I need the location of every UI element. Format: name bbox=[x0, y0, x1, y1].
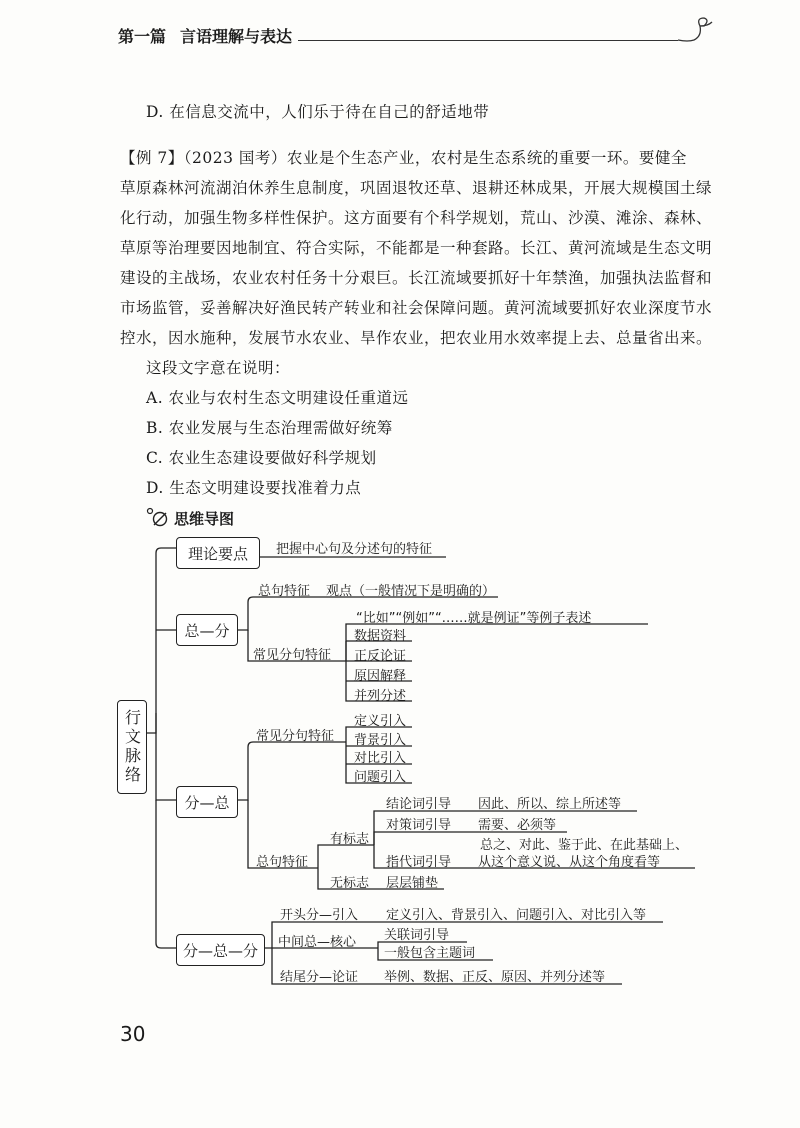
zong-fen-item-3: 原因解释 bbox=[354, 669, 407, 684]
option-a: A. 农业与农村生态文明建设任重道远 bbox=[146, 389, 409, 407]
chapter-title: 言语理解与表达 bbox=[180, 27, 293, 46]
fen-zong-item-3: 问题引入 bbox=[354, 770, 407, 785]
example-line-3: 草原等治理要因地制宜、符合实际，不能都是一种套路。长江、黄河流域是生态文明 bbox=[120, 239, 713, 257]
example-line-0: 农业是个生态产业，农村是生态系统的重要一环。要健全 bbox=[286, 149, 687, 167]
question-stem: 这段文字意在说明： bbox=[146, 359, 291, 377]
root-label: 行文脉络 bbox=[122, 709, 142, 785]
marker-conclusion-label: 结论词引导 bbox=[386, 797, 452, 812]
zong-fen-box: 总—分 bbox=[176, 614, 238, 646]
zong-fen-zongju-desc: 观点（一般情况下是明确的） bbox=[326, 584, 496, 599]
example-line-2: 化行动，加强生物多样性保护。这方面要有个科学规划，荒山、沙漠、滩涂、森林、 bbox=[120, 209, 713, 227]
start-label: 开头分—引入 bbox=[280, 908, 359, 923]
mid-item-0: 关联词引导 bbox=[384, 928, 450, 943]
example-line-1: 草原森林河流湖泊休养生息制度，巩固退牧还草、退耕还林成果，开展大规模国土绿 bbox=[120, 179, 713, 197]
example-line-4: 建设的主战场，农业农村任务十分艰巨。长江流域要抓好十年禁渔，加强执法监督和 bbox=[120, 269, 713, 287]
example-source: （2023 国考） bbox=[183, 149, 287, 167]
zong-fen-item-0: “比如”“例如”“……就是例证”等例子表述 bbox=[356, 611, 592, 626]
start-desc: 定义引入、背景引入、问题引入、对比引入等 bbox=[386, 908, 647, 923]
page-number: 30 bbox=[120, 1022, 146, 1046]
fen-zong-box: 分—总 bbox=[176, 786, 238, 818]
theory-desc: 把握中心句及分述句的特征 bbox=[276, 542, 433, 557]
zong-fen-item-1: 数据资料 bbox=[354, 629, 407, 644]
fen-zong-fen-box: 分—总—分 bbox=[176, 934, 265, 966]
chapter-label: 第一篇 bbox=[118, 27, 167, 46]
fen-zong-item-2: 对比引入 bbox=[354, 751, 407, 766]
mindmap-title: 思维导图 bbox=[174, 510, 235, 528]
you-biaozhi-label: 有标志 bbox=[330, 832, 370, 847]
option-d: D. 生态文明建设要找准着力点 bbox=[146, 479, 362, 497]
zong-fen-item-2: 正反论证 bbox=[354, 649, 407, 664]
fen-zong-zongju-label: 总句特征 bbox=[256, 855, 309, 870]
zong-fen-fenju-label: 常见分句特征 bbox=[253, 648, 332, 663]
marker-pronoun-label: 指代词引导 bbox=[386, 855, 452, 870]
fen-zong-item-0: 定义引入 bbox=[354, 714, 407, 729]
end-desc: 举例、数据、正反、原因、并列分述等 bbox=[384, 970, 606, 985]
marker-conclusion-desc: 因此、所以、综上所述等 bbox=[478, 797, 622, 812]
theory-box: 理论要点 bbox=[176, 537, 260, 569]
wu-biaozhi-desc: 层层铺垫 bbox=[386, 876, 439, 891]
example-line-5: 市场监管，妥善解决好渔民转产转业和社会保障问题。黄河流域要抓好农业深度节水 bbox=[120, 299, 713, 317]
example-line-6: 控水，因水施种，发展节水农业、旱作农业，把农业用水效率提上去、总量省出来。 bbox=[120, 329, 713, 347]
marker-countermeasure-label: 对策词引导 bbox=[386, 818, 452, 833]
root-box bbox=[117, 700, 147, 794]
fen-zong-fenju-label: 常见分句特征 bbox=[256, 729, 335, 744]
zong-fen-zongju-label: 总句特征 bbox=[258, 584, 311, 599]
zong-fen-item-4: 并列分述 bbox=[354, 689, 407, 704]
mid-item-1: 一般包含主题词 bbox=[384, 946, 476, 961]
mid-label: 中间总—核心 bbox=[278, 935, 357, 950]
wu-biaozhi-label: 无标志 bbox=[330, 876, 370, 891]
marker-pronoun-desc-2: 从这个意义说、从这个角度看等 bbox=[478, 855, 661, 870]
option-c: C. 农业生态建设要做好科学规划 bbox=[146, 449, 377, 467]
fen-zong-item-1: 背景引入 bbox=[354, 733, 407, 748]
marker-pronoun-desc-1: 总之、对此、鉴于此、在此基础上、 bbox=[480, 838, 689, 853]
end-label: 结尾分—论证 bbox=[280, 970, 359, 985]
prev-option-d: D. 在信息交流中，人们乐于待在自己的舒适地带 bbox=[146, 103, 490, 121]
marker-countermeasure-desc: 需要、必须等 bbox=[478, 818, 557, 833]
option-b: B. 农业发展与生态治理需做好统筹 bbox=[146, 419, 393, 437]
example-tag: 【例 7】 bbox=[120, 149, 184, 167]
